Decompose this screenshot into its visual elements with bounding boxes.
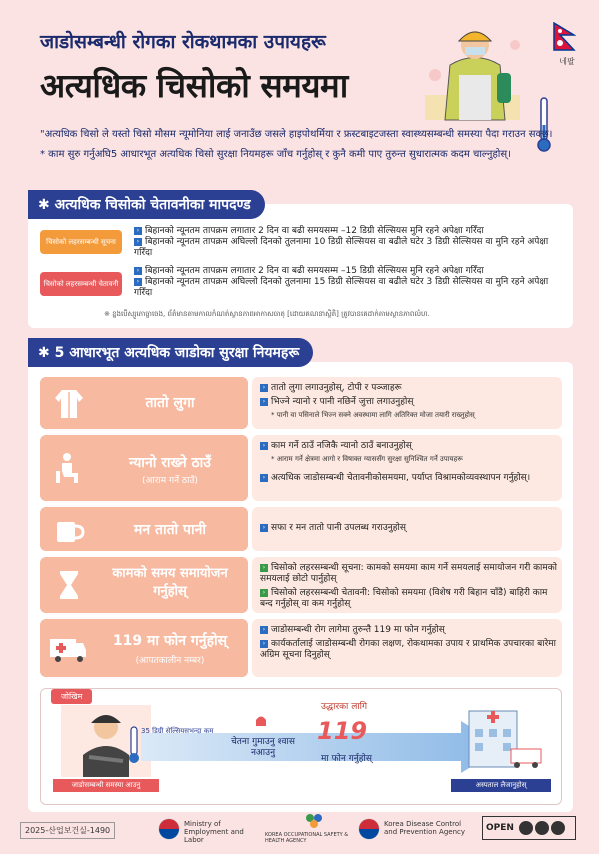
rule-4-title: कामको समय समायोजन गर्नुहोस्: [112, 566, 228, 599]
rules-section-title: [28, 338, 313, 367]
rule-4-card: [40, 557, 248, 613]
alarm-light-icon: [253, 713, 269, 727]
rule-5-subtitle: (आपतकालीन नम्बर): [135, 656, 205, 666]
rescue-top-text: उद्धारका लागि: [321, 702, 368, 712]
rule-1-title: तातो लुगा: [145, 395, 195, 411]
rule-2-item-1: › काम गर्ने ठाउँ नजिकै न्यानो ठाउँ बनाउनुहोस्: [260, 441, 558, 452]
intro-paragraph-1: "अत्यधिक चिसो ले यस्तो चिसो मौसम न्यूमोनिया लाई जनाउँछ जसले हाइपोथर्मिया र फ्रस्टबाइटजस्ता स्वास्थ्यसम्बन्धी समस्या पैदा गराउन सक्छ।: [40, 129, 553, 140]
rule-5-item-1: › जाडोसम्बन्धी रोग लागेमा तुरुन्तै 119 मा फोन गर्नुहोस्: [260, 625, 558, 636]
warning-criteria: [134, 266, 564, 299]
rule-2-details: [252, 435, 562, 501]
snowflake-icon: ✱: [38, 345, 55, 361]
warning-tag: चिसोको लहरसम्बन्धी चेतावनी: [40, 272, 122, 296]
bullet-icon: ›: [260, 398, 268, 406]
ministry-logo-icon: [158, 818, 180, 840]
kdca-logo-text: Korea Disease Control and Prevention Agency: [384, 820, 466, 836]
bullet-icon: ›: [134, 278, 142, 286]
hospital-caption: अस्पताल लैजानुहोस्: [451, 779, 551, 792]
rule-2-note: * आराम गर्ने क्षेत्रमा आगो र विषाक्त ग्याससँग सुरक्षा सुनिश्चित गर्ने उपायहरू: [271, 455, 463, 463]
warning-line-1: › बिहानको न्यूनतम तापक्रम लगातार 2 दिन वा बढी समयसम्म –15 डिग्री सेल्सियस मुनि रहने अपेक्षा गरिँदा: [134, 266, 564, 277]
bullet-icon: ›: [260, 442, 268, 450]
open-license-badge: [482, 816, 576, 840]
country-label: 네팔: [559, 57, 575, 66]
kosha-logo-text: KOREA OCCUPATIONAL SAFETY & HEALTH AGENCY: [265, 832, 349, 844]
open-label: OPEN: [486, 823, 514, 833]
bullet-icon: ›: [134, 238, 142, 246]
rescue-bottom-text: मा फोन गर्नुहोस्: [321, 754, 372, 764]
hourglass-icon: [52, 568, 86, 602]
rule-3-details: [252, 507, 562, 551]
symptom-text: चेतना गुमाउनु श्वास नआउनु: [231, 737, 295, 758]
publication-code: 2025-산업보건실-1490: [20, 822, 115, 839]
bullet-icon: ›: [134, 267, 142, 275]
advisory-tag: चिसोको लहरसम्बन्धी सूचना: [40, 230, 122, 254]
rule-5-title: 119 मा फोन गर्नुहोस्: [112, 633, 228, 649]
bullet-icon: ›: [260, 626, 268, 634]
license-icon: [535, 821, 549, 835]
bullet-icon: ›: [260, 564, 268, 572]
jacket-icon: [52, 386, 86, 420]
resting-person-icon: [52, 451, 86, 485]
subtitle: जाडोसम्बन्धी रोगका रोकथामका उपायहरू: [40, 31, 326, 53]
rule-2-item-2: › अत्यधिक जाडोसम्बन्धी चेतावनीकोसमयमा, पर्याप्त विश्रामकोव्यवस्थापन गर्नुहोस्।: [260, 473, 558, 484]
warning-section-title: [28, 190, 265, 219]
bullet-icon: ›: [260, 384, 268, 392]
temperature-label: 35 डिग्री सेल्सियसभन्दा कम: [141, 727, 214, 735]
cold-worker-illustration: [415, 15, 530, 125]
snowflake-icon: ✱: [38, 197, 55, 213]
cold-problem-caption: जाडोसम्बन्धी समस्या आउनु: [53, 779, 159, 792]
bullet-icon: ›: [260, 524, 268, 532]
license-icon: [551, 821, 565, 835]
hospital-icon: [461, 701, 545, 773]
rule-2-subtitle: (आराम गर्ने ठाउँ): [142, 476, 198, 486]
risk-tag: जोखिम: [51, 689, 92, 704]
rule-5-item-2: › कार्यकर्तालाई जाडोसम्बन्धी रोगका लक्षण, रोकथामका उपाय र प्राथमिक उपचारका बारेमा अग्रिम सूचना दिनुहोस्: [260, 639, 556, 660]
bullet-icon: ›: [260, 589, 268, 597]
emergency-flow-illustration: [40, 688, 562, 805]
rule-4-item-2: › चिसोको लहरसम्बन्धी चेतावनी: चिसोको समयमा (विशेष गरी बिहान चाँडै) बाहिरी काम बन्द गर्नुहोस् वा कम गर्नुहोस्: [260, 588, 548, 609]
kosha-logo-icon: [302, 812, 328, 830]
bullet-icon: ›: [260, 640, 268, 648]
bullet-icon: ›: [134, 227, 142, 235]
rule-3-item-1: › सफा र मन तातो पानी उपलब्ध गराउनुहोस्: [260, 523, 558, 534]
ambulance-icon: [48, 631, 88, 665]
rule-3-card: [40, 507, 248, 551]
warning-line-2: › बिहानको न्यूनतम तापक्रम अघिल्लो दिनको तुलनामा 15 डिग्री सेल्सियस वा बढीले घटेर 3 डिग्री सेल्सियस वा मुनि रहने अपेक्षा गरिँदा: [134, 277, 549, 298]
rule-1-note: * पानी वा पसिनाले भिज्न सक्ने अवस्थामा लागि अतिरिक्त मोजा तयारी राख्नुहोस्: [271, 411, 475, 419]
advisory-line-1: › बिहानको न्यूनतम तापक्रम लगातार 2 दिन वा बढी समयसम्म –12 डिग्री सेल्सियस मुनि रहने अपेक्षा गरिँदा: [134, 226, 564, 237]
page-title: अत्यधिक चिसोको समयमा: [40, 66, 348, 105]
rule-1-item-2: › भिज्ने न्यानो र पानी नछिर्ने जुत्ता लगाउनुहोस्: [260, 397, 558, 408]
intro-text: [40, 128, 555, 168]
rule-5-details: [252, 619, 562, 677]
nepal-flag-icon: [552, 22, 576, 52]
rule-2-title: न्यानो राख्ने ठाउँ: [129, 455, 211, 471]
warning-section-title-text: अत्यधिक चिसोको चेतावनीका मापदण्ड: [54, 197, 251, 213]
advisory-line-2: › बिहानको न्यूनतम तापक्रम अघिल्लो दिनको तुलनामा 10 डिग्री सेल्सियस वा बढीले घटेर 3 डिग्री सेल्सियस वा मुनि रहने अपेक्षा गरिँदा: [134, 237, 549, 258]
intro-paragraph-2: * काम सुरु गर्नुअघि5 आधारभूत अत्यधिक चिसो सुरक्षा नियमहरू जाँच गर्नुहोस् र कुनै कमी पाए तुरुन्त सुधारात्मक कदम चाल्नुहोस्।: [40, 149, 511, 160]
rules-section-title-text: 5 आधारभूत अत्यधिक जाडोका सुरक्षा नियमहरू: [54, 345, 300, 361]
license-icon: [519, 821, 533, 835]
emergency-number: 119: [317, 717, 368, 745]
rule-1-card: [40, 377, 248, 429]
rule-5-card: [40, 619, 248, 677]
rule-1-details: [252, 377, 562, 429]
advisory-criteria: [134, 226, 564, 259]
kdca-logo-icon: [358, 818, 380, 840]
rule-3-title: मन तातो पानी: [133, 522, 207, 538]
rule-1-item-1: › तातो लुगा लगाउनुहोस्, टोपी र पञ्जाहरू: [260, 383, 558, 394]
rule-4-details: [252, 557, 562, 613]
rule-2-card: [40, 435, 248, 501]
rule-4-item-1: › चिसोको लहरसम्बन्धी सूचना: कामको समयमा काम गर्ने समयलाई समायोजन गरी कामको समयलाई छोटो पार्नुहोस्: [260, 563, 558, 584]
criteria-note: ※ ខ្នងបើស្សួ​ភោច្ចា​ចេង, ព័ត៌មានតាម​កាលកំណត់​ស្ថានភាពអាកាសធាតុ [ដោយ​គណនា​ស្ថិតិ] ត្រូវបានគេដាក់តាមស្ថានភាពលំហ.: [104, 310, 430, 318]
hot-cup-icon: [52, 512, 86, 546]
ministry-logo-text: Ministry of Employment and Labor: [184, 820, 244, 844]
bullet-icon: ›: [260, 474, 268, 482]
